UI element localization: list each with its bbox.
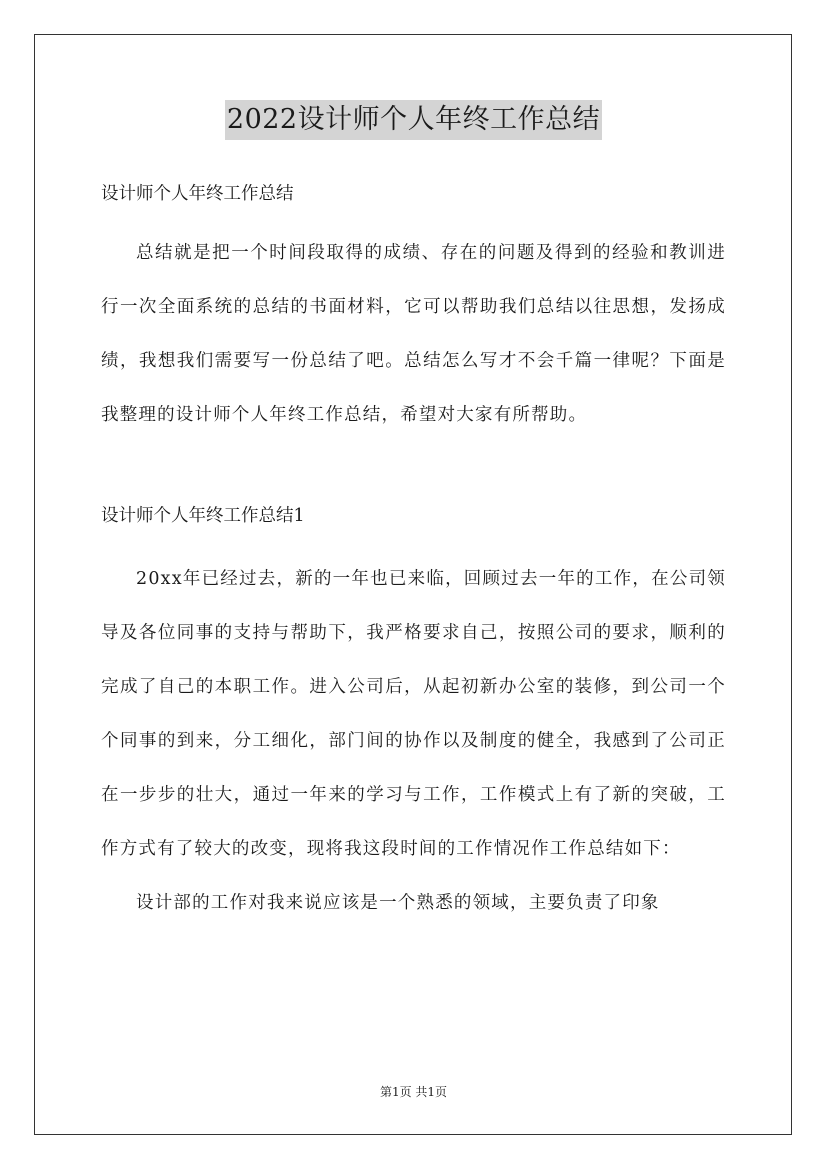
section1-paragraph-1: 20xx年已经过去，新的一年也已来临，回顾过去一年的工作，在公司领导及各位同事的支持与帮助下，我严格要求自己，按照公司的要求，顺利的完成了自己的本职工作。进入公司后，从起初新办公室的装修，到公司一个个同事的到来，分工细化，部门间的协作以及制度的健全，我感到了公司正在一步步的壮大，通过一年来的学习与工作，工作模式上有了新的突破，工作方式有了较大的改变，现将我这段时间的工作情况作工作总结如下：: [101, 569, 726, 859]
page-number: 第1页 共1页: [379, 1085, 448, 1099]
intro-paragraph: 总结就是把一个时间段取得的成绩、存在的问题及得到的经验和教训进行一次全面系统的总结的书面材料，它可以帮助我们总结以往思想，发扬成绩，我想我们需要写一份总结了吧。总结怎么写才不会千篇一律呢？下面是我整理的设计师个人年终工作总结，希望对大家有所帮助。: [101, 243, 726, 425]
title-container: [0, 100, 827, 140]
section1-heading: 设计师个人年终工作总结1: [101, 506, 305, 526]
page-footer: [0, 1082, 827, 1102]
document-body: [101, 176, 726, 930]
section-spacer: [101, 442, 726, 498]
intro-heading: 设计师个人年终工作总结: [101, 184, 294, 204]
document-title: 2022设计师个人年终工作总结: [225, 100, 602, 140]
section1-paragraph-2: 设计部的工作对我来说应该是一个熟悉的领域，主要负责了印象: [136, 893, 660, 913]
